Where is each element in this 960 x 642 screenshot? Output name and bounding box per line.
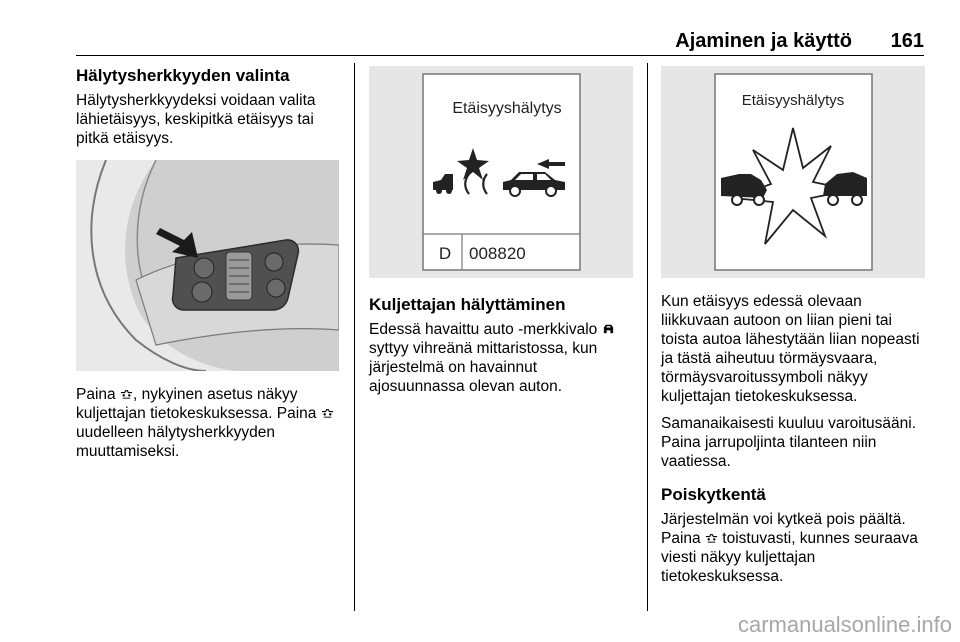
paragraph-vehicle-ahead	[369, 320, 635, 396]
page-number: 161	[890, 30, 924, 52]
collision-display-figure	[661, 66, 925, 278]
steering-wheel-illustration	[76, 160, 339, 371]
section-heading-driver-alert: Kuljettajan hälyttäminen	[369, 295, 566, 314]
vehicle-gap-icon	[120, 387, 133, 400]
vehicle-ahead-icon	[602, 322, 615, 335]
paragraph-collision-risk: Kun etäisyys edessä olevaan liikkuvaan autoon on liian pieni tai toista autoa lähestytään liian nopeasti ja tästä aiheutuu törmäysvaara, törmäysvaroitussymboli näkyy kuljettajan tietokeskuksessa.	[661, 293, 920, 405]
text-change-sensitivity: uudelleen hälytysherkkyyden muuttamiseksi.	[76, 424, 276, 460]
text-current-setting: , nykyinen asetus näkyy kuljettajan tietokeskuksessa. Paina	[76, 386, 317, 422]
header-rule	[76, 55, 924, 56]
section-heading-sensitivity: Hälytysherkkyyden valinta	[76, 66, 290, 85]
vehicle-gap-icon	[705, 531, 718, 544]
text-vehicle-ahead-indicator: Edessä havaittu auto -merkkivalo	[369, 321, 598, 338]
section-heading-deactivation: Poiskytkentä	[661, 485, 766, 504]
vehicle-gap-icon	[321, 406, 334, 419]
column-1-lower	[76, 385, 346, 469]
text-press: Paina	[76, 386, 116, 403]
paragraph-deactivate	[661, 510, 927, 586]
steering-wheel-figure	[76, 160, 339, 371]
text-deactivate-repeat: toistuvasti, kunnes seuraava viesti näkyy kuljettajan tietokeskuksessa.	[661, 530, 918, 585]
display-title-distance-alert: Etäisyyshälytys	[452, 100, 562, 117]
paragraph-warning-sound: Samanaikaisesti kuuluu varoitusääni. Paina jarrupoljinta tilanteen niin vaatiessa.	[661, 415, 917, 470]
text-lights-green: syttyy vihreänä mittaristossa, kun järjestelmä on havainnut ajosuunnassa olevan auton.	[369, 340, 598, 395]
display-code-number: 008820	[469, 244, 526, 263]
site-watermark: carmanualsonline.info	[737, 612, 952, 637]
column-2-text	[369, 295, 635, 404]
display-code-letter: D	[438, 244, 452, 263]
distance-display-figure	[369, 66, 633, 278]
text-deactivate-press: Järjestelmän voi kytkeä pois päältä. Paina	[661, 511, 906, 547]
column-divider-1	[354, 63, 355, 611]
running-header-title: Ajaminen ja käyttö	[675, 30, 852, 52]
column-3-text	[661, 292, 927, 594]
paragraph-press-button	[76, 385, 346, 461]
column-divider-2	[647, 63, 648, 611]
column-1	[76, 66, 342, 156]
display-title-collision-alert: Etäisyyshälytys	[741, 92, 845, 109]
paragraph-intro: Hälytysherkkyydeksi voidaan valita lähietäisyys, keskipitkä etäisyys tai pitkä etäisyys.	[76, 92, 316, 147]
